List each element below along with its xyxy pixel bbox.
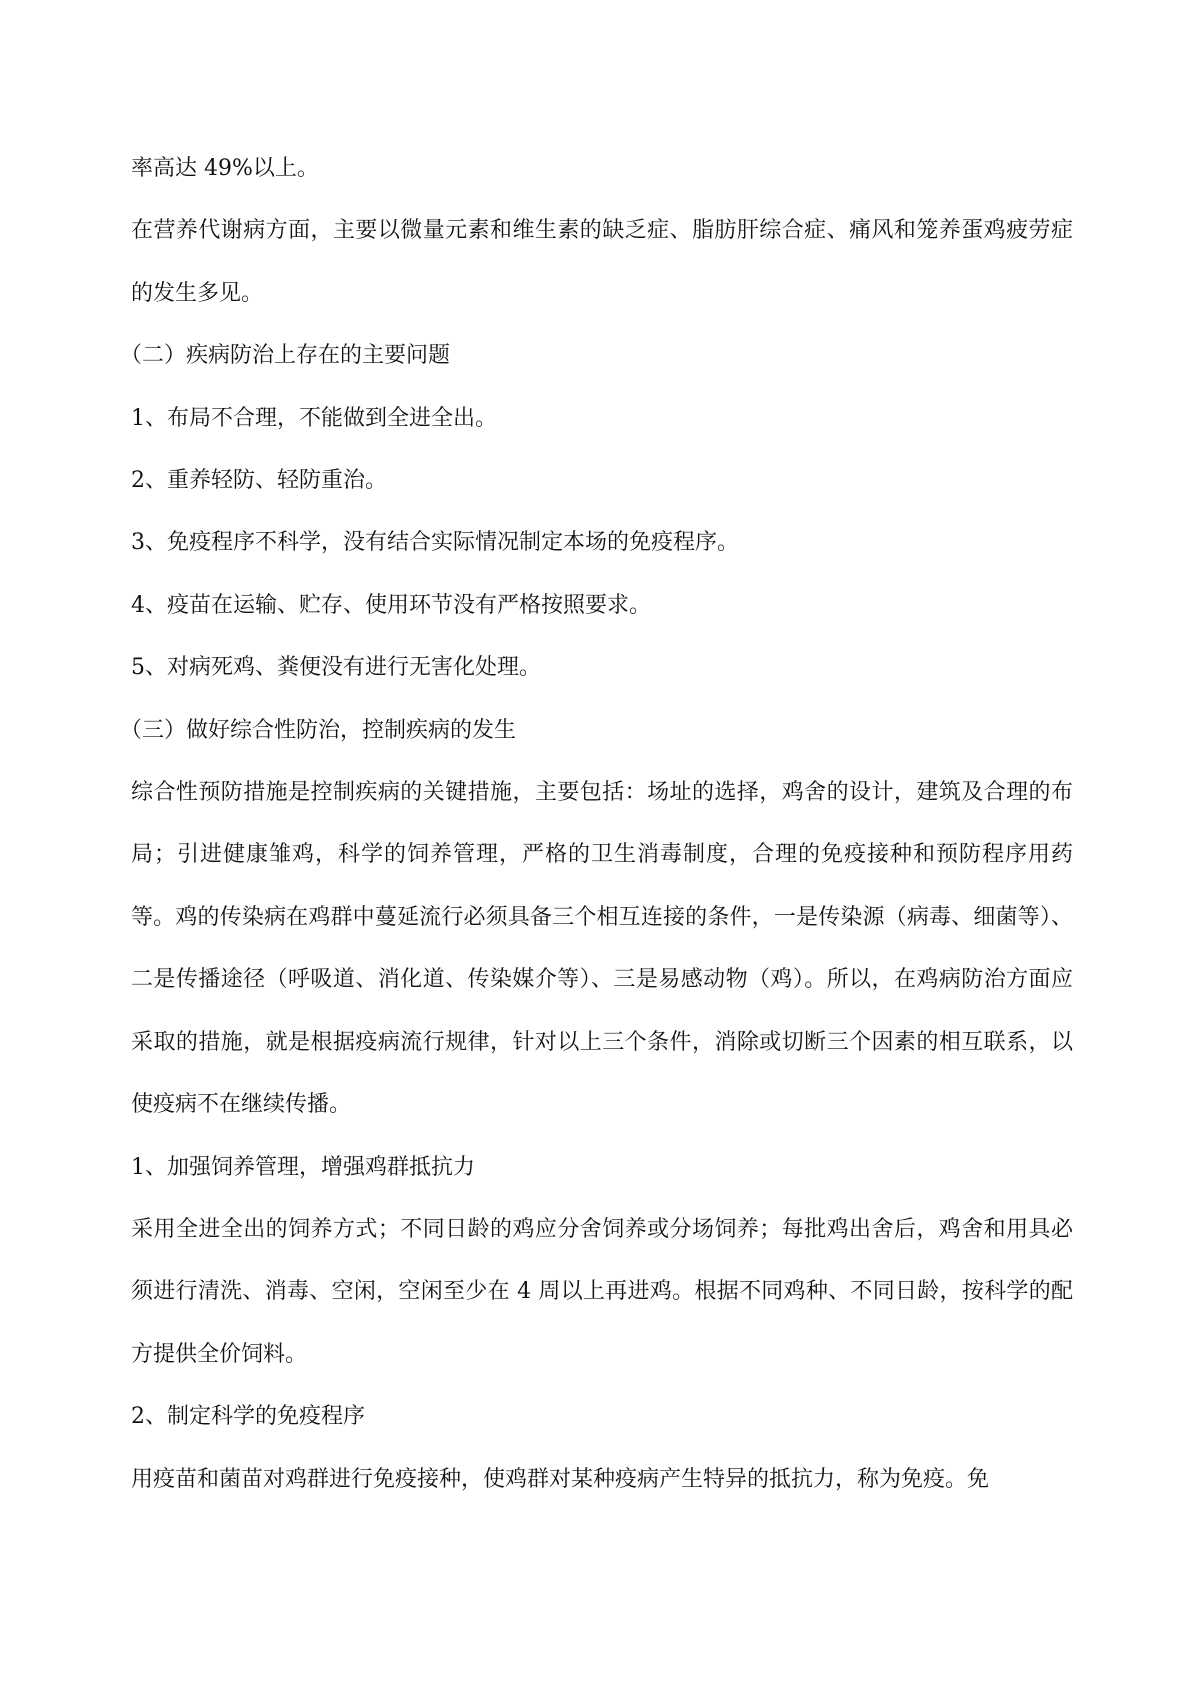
- paragraph-text: 采用全进全出的饲养方式；不同日龄的鸡应分舍饲养或分场饲养；每批鸡出舍后，鸡舍和用具必须进行清洗、消毒、空闲，空闲至少在 4 周以上再进鸡。根据不同鸡种、不同日龄，按科学的配方提供全价饲料。: [131, 1216, 1073, 1367]
- list-item: 3、免疫程序不科学，没有结合实际情况制定本场的免疫程序。: [131, 530, 739, 556]
- subsection-heading: 2、制定科学的免疫程序: [131, 1404, 365, 1430]
- section-heading: （二）疾病防治上存在的主要问题: [120, 343, 451, 369]
- document-body: [120, 138, 1073, 1511]
- section-heading: （三）做好综合性防治，控制疾病的发生: [120, 717, 517, 743]
- paragraph-text: 在营养代谢病方面，主要以微量元素和维生素的缺乏症、脂肪肝综合症、痛风和笼养蛋鸡疲劳症的发生多见。: [131, 218, 1073, 306]
- list-item: 1、布局不合理，不能做到全进全出。: [131, 405, 497, 431]
- list-item: 4、疫苗在运输、贮存、使用环节没有严格按照要求。: [131, 592, 651, 618]
- list-item: 2、重养轻防、轻防重治。: [131, 468, 387, 494]
- list-item: 5、对病死鸡、粪便没有进行无害化处理。: [131, 655, 541, 681]
- paragraph-text: 率高达 49%以上。: [131, 156, 319, 181]
- paragraph-text: 用疫苗和菌苗对鸡群进行免疫接种，使鸡群对某种疫病产生特异的抵抗力，称为免疫。免: [131, 1466, 990, 1492]
- subsection-heading: 1、加强饲养管理，增强鸡群抵抗力: [131, 1154, 475, 1180]
- paragraph-text: 综合性预防措施是控制疾病的关键措施，主要包括：场址的选择，鸡舍的设计，建筑及合理的布局；引进健康雏鸡，科学的饲养管理，严格的卫生消毒制度，合理的免疫接种和预防程序用药等。鸡的传染病在鸡群中蔓延流行必须具备三个相互连接的条件，一是传染源（病毒、细菌等）、二是传播途径（呼吸道、消化道、传染媒介等）、三是易感动物（鸡）。所以，在鸡病防治方面应采取的措施，就是根据疫病流行规律，针对以上三个条件，消除或切断三个因素的相互联系，以使疫病不在继续传播。: [131, 780, 1073, 1118]
